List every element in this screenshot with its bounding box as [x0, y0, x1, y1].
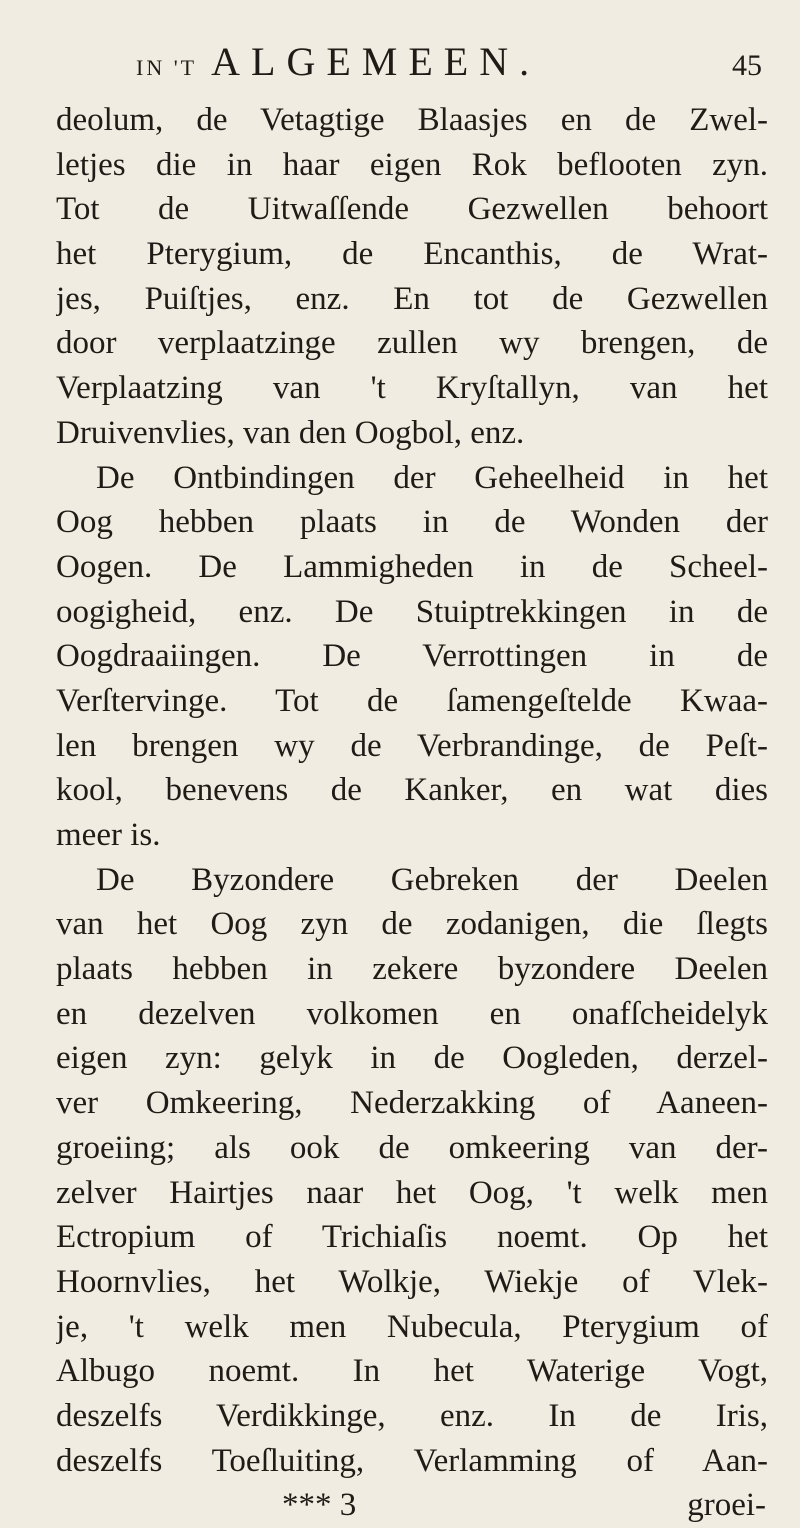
text-line: Verplaatzing van 't Kryſtallyn, van het	[56, 370, 768, 407]
text-line: Oogen. De Lammigheden in de Scheel-	[56, 548, 768, 585]
text-line: door verplaatzinge zullen wy brengen, de	[56, 325, 768, 362]
text-line: eigen zyn: gelyk in de Oogleden, derzel-	[56, 1040, 768, 1077]
text-line: oogigheid, enz. De Stuiptrekkingen in de	[56, 593, 768, 630]
text-line: len brengen wy de Verbrandinge, de Peſt-	[56, 727, 768, 764]
text-line: deszelfs Toeſluiting, Verlamming of Aan-	[56, 1442, 768, 1479]
page-number: 45	[732, 49, 762, 82]
text-line: deolum, de Vetagtige Blaasjes en de Zwel-	[56, 102, 768, 138]
text-line: meer is.	[56, 817, 161, 853]
footer-line	[56, 1483, 768, 1528]
text-line: Tot de Uitwaſſende Gezwellen behoort	[56, 191, 768, 228]
text-line: Hoornvlies, het Wolkje, Wiekje of Vlek-	[56, 1263, 768, 1300]
catchword: groei-	[687, 1487, 766, 1524]
running-head	[136, 38, 764, 90]
text-line: Oogdraaiingen. De Verrottingen in de	[56, 638, 768, 675]
text-line: groeiing; als ook de omkeering van der-	[56, 1129, 768, 1166]
text-line: Ectropium of Trichiaſis noemt. Op het	[56, 1219, 768, 1256]
text-line: plaats hebben in zekere byzondere Deelen	[56, 951, 768, 988]
text-line: Albugo noemt. In het Waterige Vogt,	[56, 1353, 768, 1390]
text-line: Verſtervinge. Tot de ſamengeſtelde Kwaa-	[56, 682, 768, 719]
text-line: ver Omkeering, Nederzakking of Aaneen-	[56, 1085, 768, 1122]
text-line: zelver Hairtjes naar het Oog, 't welk men	[56, 1174, 768, 1211]
text-line: Oog hebben plaats in de Wonden der	[56, 504, 768, 541]
text-line: kool, benevens de Kanker, en wat dies	[56, 772, 768, 809]
running-head-title: ALGEMEEN.	[211, 39, 541, 84]
text-line: Druivenvlies, van den Oogbol, enz.	[56, 414, 525, 451]
text-line: het Pterygium, de Encanthis, de Wrat-	[56, 236, 768, 273]
text-line: deszelfs Verdikkinge, enz. In de Iris,	[56, 1397, 768, 1434]
text-line: letjes die in haar eigen Rok beflooten zyn.	[56, 146, 768, 183]
body-text	[56, 98, 768, 1528]
running-head-prefix: IN 'T	[136, 55, 198, 80]
text-line: van het Oog zyn de zodanigen, die ſlegts	[56, 906, 768, 943]
signature-mark: *** 3	[282, 1487, 357, 1524]
text-line: jes, Puiſtjes, enz. En tot de Gezwellen	[56, 280, 768, 317]
text-line: en dezelven volkomen en onafſcheidelyk	[56, 995, 768, 1032]
paragraph-first-line: De Ontbindingen der Geheelheid in het	[96, 459, 768, 496]
text-line: je, 't welk men Nubecula, Pterygium of	[56, 1308, 768, 1345]
paragraph-first-line: De Byzondere Gebreken der Deelen	[96, 861, 768, 898]
